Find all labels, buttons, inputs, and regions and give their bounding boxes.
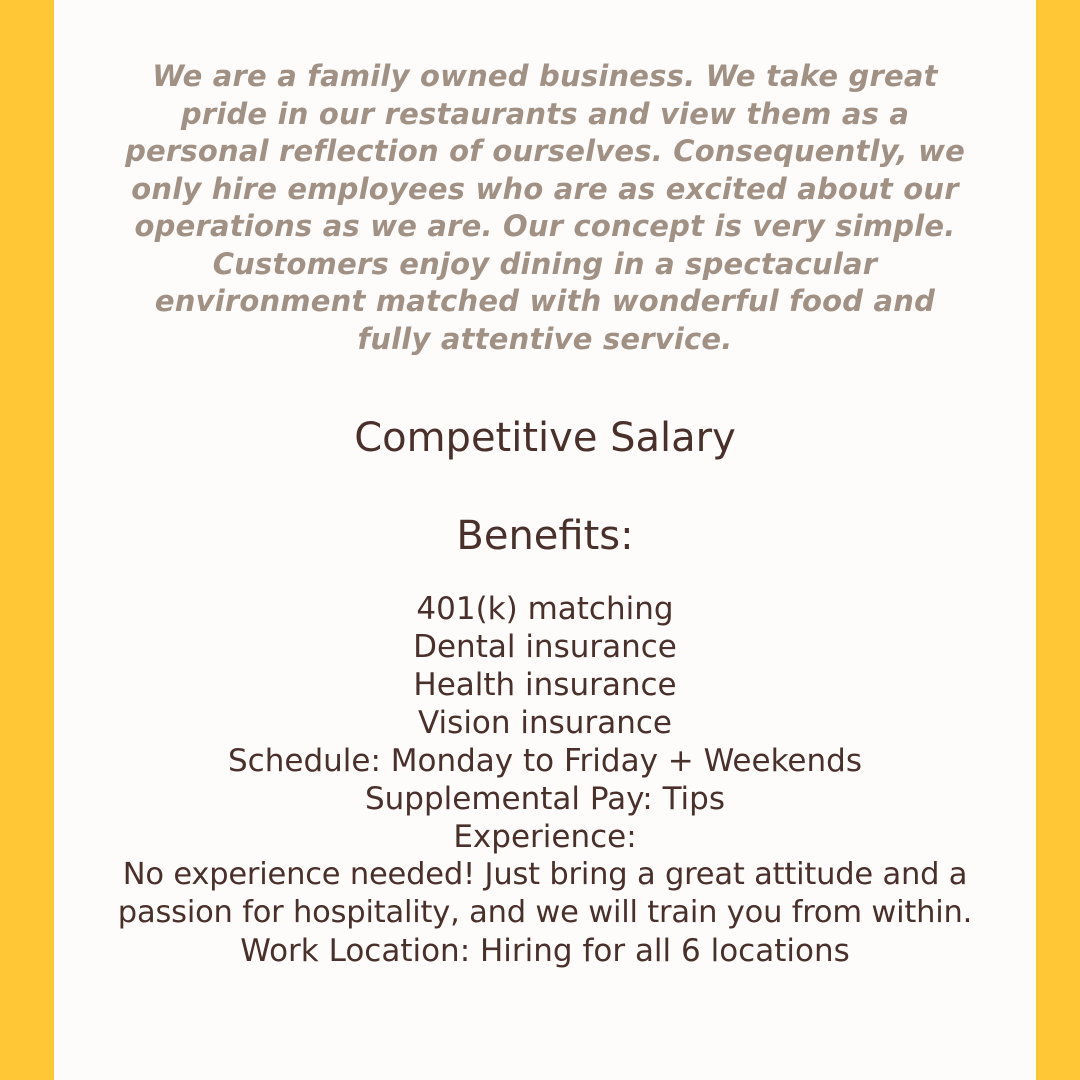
benefit-item: 401(k) matching bbox=[416, 591, 674, 627]
intro-line: environment matched with wonderful food and bbox=[154, 284, 936, 318]
benefit-item: No experience needed! Just bring a great attitude and a bbox=[122, 857, 968, 892]
benefit-item: Health insurance bbox=[413, 667, 677, 703]
benefits-heading: Benefits: bbox=[456, 513, 634, 559]
benefit-item: Work Location: Hiring for all 6 locations bbox=[240, 933, 850, 969]
intro-line: fully attentive service. bbox=[357, 321, 733, 356]
benefit-item: Vision insurance bbox=[418, 705, 672, 741]
intro-line: operations as we are. Our concept is very simple. bbox=[134, 209, 956, 243]
intro-line: only hire employees who are as excited about our bbox=[131, 171, 959, 206]
intro-line: personal reflection of ourselves. Consequently, we bbox=[125, 134, 965, 168]
benefit-item: Experience: bbox=[453, 819, 637, 855]
intro-line: We are a family owned business. We take great bbox=[152, 59, 938, 93]
benefit-item: Schedule: Monday to Friday + Weekends bbox=[228, 743, 862, 779]
benefits-list bbox=[54, 590, 1036, 970]
intro-line: Customers enjoy dining in a spectacular bbox=[212, 246, 878, 281]
content-card bbox=[54, 0, 1036, 1080]
salary-heading: Competitive Salary bbox=[354, 415, 736, 461]
intro-paragraph bbox=[114, 58, 976, 358]
benefit-item: passion for hospitality, and we will train you from within. bbox=[117, 895, 973, 930]
intro-line: pride in our restaurants and view them as a bbox=[180, 96, 910, 131]
benefit-item: Supplemental Pay: Tips bbox=[364, 781, 725, 817]
benefit-item: Dental insurance bbox=[413, 629, 677, 665]
